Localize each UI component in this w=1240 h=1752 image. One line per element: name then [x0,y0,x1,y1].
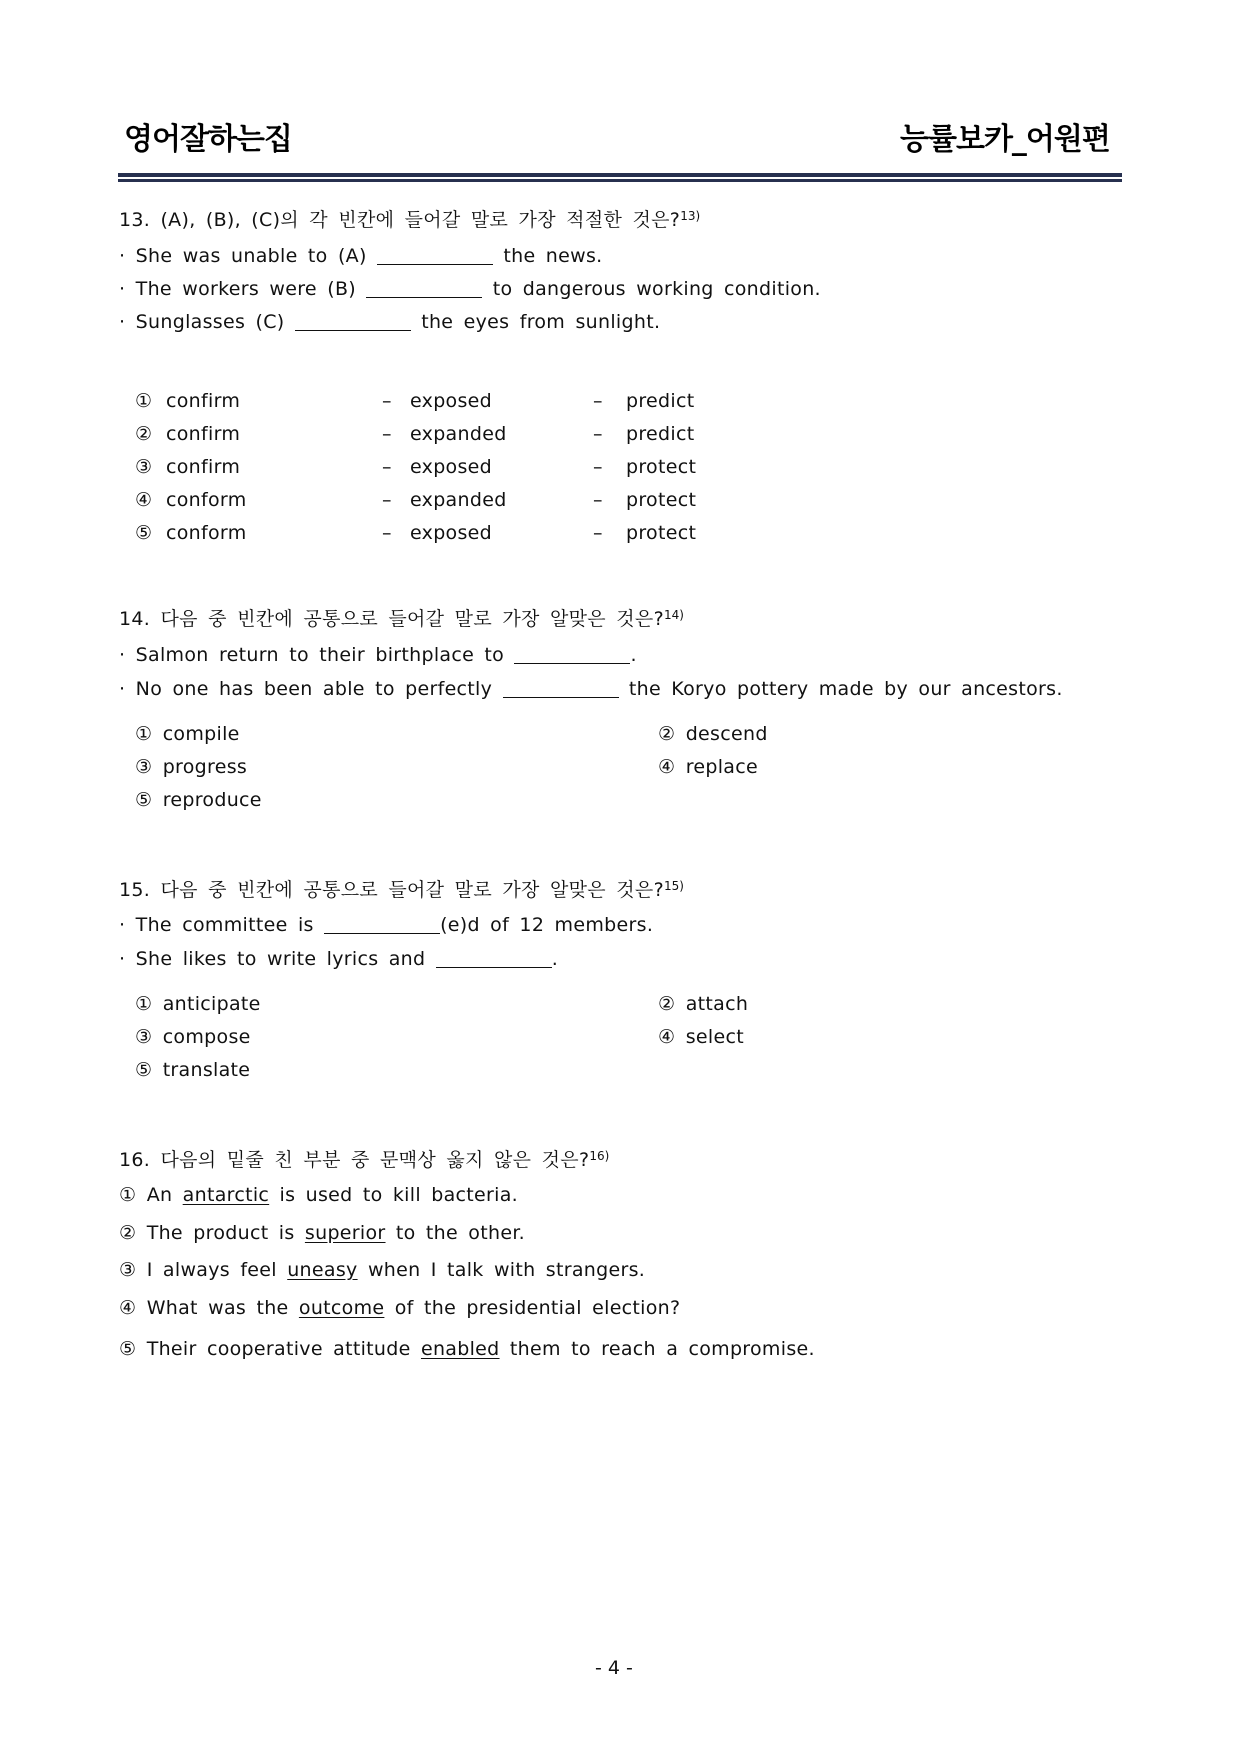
question-number: 14. [119,608,151,630]
option-4[interactable] [658,756,758,778]
option-5[interactable] [135,789,262,811]
blank-line [295,329,411,331]
question-prompt: 다음 중 빈칸에 공통으로 들어갈 말로 가장 알맞은 것은? [160,879,664,901]
option-1[interactable] [135,723,240,745]
underlined-word: enabled [420,1338,500,1360]
option-marker: ③ [135,756,153,778]
option-5[interactable] [135,1059,250,1081]
question-14-sentence-2 [119,678,1063,700]
blank-line [377,263,493,265]
question-prompt: 다음 중 빈칸에 공통으로 들어갈 말로 가장 알맞은 것은? [160,608,664,630]
option-b: exposed [410,456,493,478]
option-3[interactable] [119,1259,645,1281]
option-3[interactable] [135,756,247,778]
document-title-right: 능률보카_어원편 [900,122,1110,157]
option-text: What was the [146,1297,289,1319]
option-text: The product is [146,1222,295,1244]
option-marker: ② [658,993,676,1015]
question-13-sentence-a [119,245,603,267]
sentence-text: · The committee is [119,914,314,936]
option-5[interactable] [119,1338,815,1360]
question-number: 15. [119,879,151,901]
footnote-ref: 13) [680,209,701,223]
option-c: protect [626,522,697,544]
sentence-text: the eyes from sunlight. [421,311,661,333]
sentence-text: to dangerous working condition. [492,278,821,300]
option-marker[interactable]: ② [135,423,153,445]
option-text: them to reach a compromise. [509,1338,815,1360]
option-marker: ⑤ [135,789,153,811]
option-text: when I talk with strangers. [367,1259,646,1281]
option-marker: ③ [119,1259,137,1281]
option-b: expanded [410,489,507,511]
option-marker: ② [658,723,676,745]
option-text: Their cooperative attitude [146,1338,411,1360]
sentence-text: · The workers were (B) [119,278,357,300]
question-prompt: 다음의 밑줄 친 부분 중 문맥상 옳지 않은 것은? [160,1149,590,1171]
sentence-text: . [630,644,637,666]
option-b: exposed [410,390,493,412]
dash: – [593,390,603,412]
option-text: select [685,1026,744,1048]
option-marker: ① [119,1184,137,1206]
option-text: I always feel [146,1259,277,1281]
dash: – [593,489,603,511]
underlined-word: antarctic [182,1184,270,1206]
question-13-heading [119,205,700,232]
option-a: confirm [166,390,241,412]
option-text: An [146,1184,173,1206]
sentence-text: · She was unable to (A) [119,245,367,267]
sentence-text: · No one has been able to perfectly [119,678,493,700]
question-prompt: (A), (B), (C)의 각 빈칸에 들어갈 말로 가장 적절한 것은? [160,209,681,231]
blank-line [514,662,630,664]
option-text: attach [685,993,749,1015]
option-marker: ② [119,1222,137,1244]
option-text: replace [685,756,758,778]
underlined-word: superior [304,1222,386,1244]
option-b: exposed [410,522,493,544]
question-13-sentence-c [119,311,660,333]
option-4[interactable] [119,1297,680,1319]
sentence-text: · She likes to write lyrics and [119,948,426,970]
dash: – [382,390,392,412]
dash: – [593,522,603,544]
sentence-text: · Sunglasses (C) [119,311,285,333]
option-a: confirm [166,456,241,478]
footnote-ref: 14) [663,608,684,622]
option-marker: ⑤ [119,1338,137,1360]
dash: – [382,489,392,511]
option-text: is used to kill bacteria. [279,1184,519,1206]
blank-line [503,696,619,698]
option-1[interactable] [135,993,261,1015]
option-marker: ③ [135,1026,153,1048]
option-1[interactable] [119,1184,518,1206]
question-14-heading [119,604,684,631]
question-15-heading [119,875,684,902]
option-marker: ④ [119,1297,137,1319]
option-a: confirm [166,423,241,445]
option-marker: ① [135,993,153,1015]
option-a: conform [166,489,247,511]
option-marker[interactable]: ⑤ [135,522,153,544]
sentence-text: . [551,948,559,970]
blank-line [436,966,552,968]
blank-line [324,932,440,934]
question-16-heading [119,1145,609,1172]
option-text: reproduce [162,789,262,811]
underlined-word: uneasy [287,1259,358,1281]
option-text: compose [162,1026,251,1048]
question-number: 13. [119,209,151,231]
dash: – [593,423,603,445]
option-2[interactable] [119,1222,525,1244]
option-b: expanded [410,423,507,445]
question-13-sentence-b [119,278,821,300]
option-marker: ① [135,723,153,745]
sentence-text: (e)d of 12 members. [440,914,654,936]
option-marker[interactable]: ③ [135,456,153,478]
option-c: protect [626,489,697,511]
sentence-text: the Koryo pottery made by our ancestors. [628,678,1063,700]
header-rule-thick [118,173,1122,177]
option-text: progress [162,756,248,778]
question-14-sentence-1 [119,644,637,666]
option-a: conform [166,522,247,544]
option-marker[interactable]: ④ [135,489,153,511]
option-text: descend [685,723,768,745]
option-2[interactable] [658,723,768,745]
footnote-ref: 15) [663,879,684,893]
option-c: predict [626,390,695,412]
option-text: anticipate [162,993,261,1015]
footnote-ref: 16) [589,1149,610,1163]
question-15-sentence-1 [119,914,653,936]
option-marker[interactable]: ① [135,390,153,412]
option-text: compile [162,723,240,745]
question-15-sentence-2 [119,948,558,970]
option-marker: ④ [658,756,676,778]
underlined-word: outcome [298,1297,385,1319]
page-number: - 4 - [595,1657,633,1679]
option-marker: ④ [658,1026,676,1048]
option-text: to the other. [395,1222,526,1244]
option-3[interactable] [135,1026,251,1048]
dash: – [382,423,392,445]
document-title-left: 영어잘하는집 [124,122,292,157]
dash: – [382,522,392,544]
header-rule-thin [118,179,1122,182]
option-marker: ⑤ [135,1059,153,1081]
option-c: protect [626,456,697,478]
option-4[interactable] [658,1026,744,1048]
question-number: 16. [119,1149,151,1171]
option-text: of the presidential election? [394,1297,681,1319]
blank-line [366,296,482,298]
option-2[interactable] [658,993,748,1015]
sentence-text: the news. [503,245,603,267]
dash: – [593,456,603,478]
option-c: predict [626,423,695,445]
sentence-text: · Salmon return to their birthplace to [119,644,505,666]
dash: – [382,456,392,478]
option-text: translate [162,1059,251,1081]
